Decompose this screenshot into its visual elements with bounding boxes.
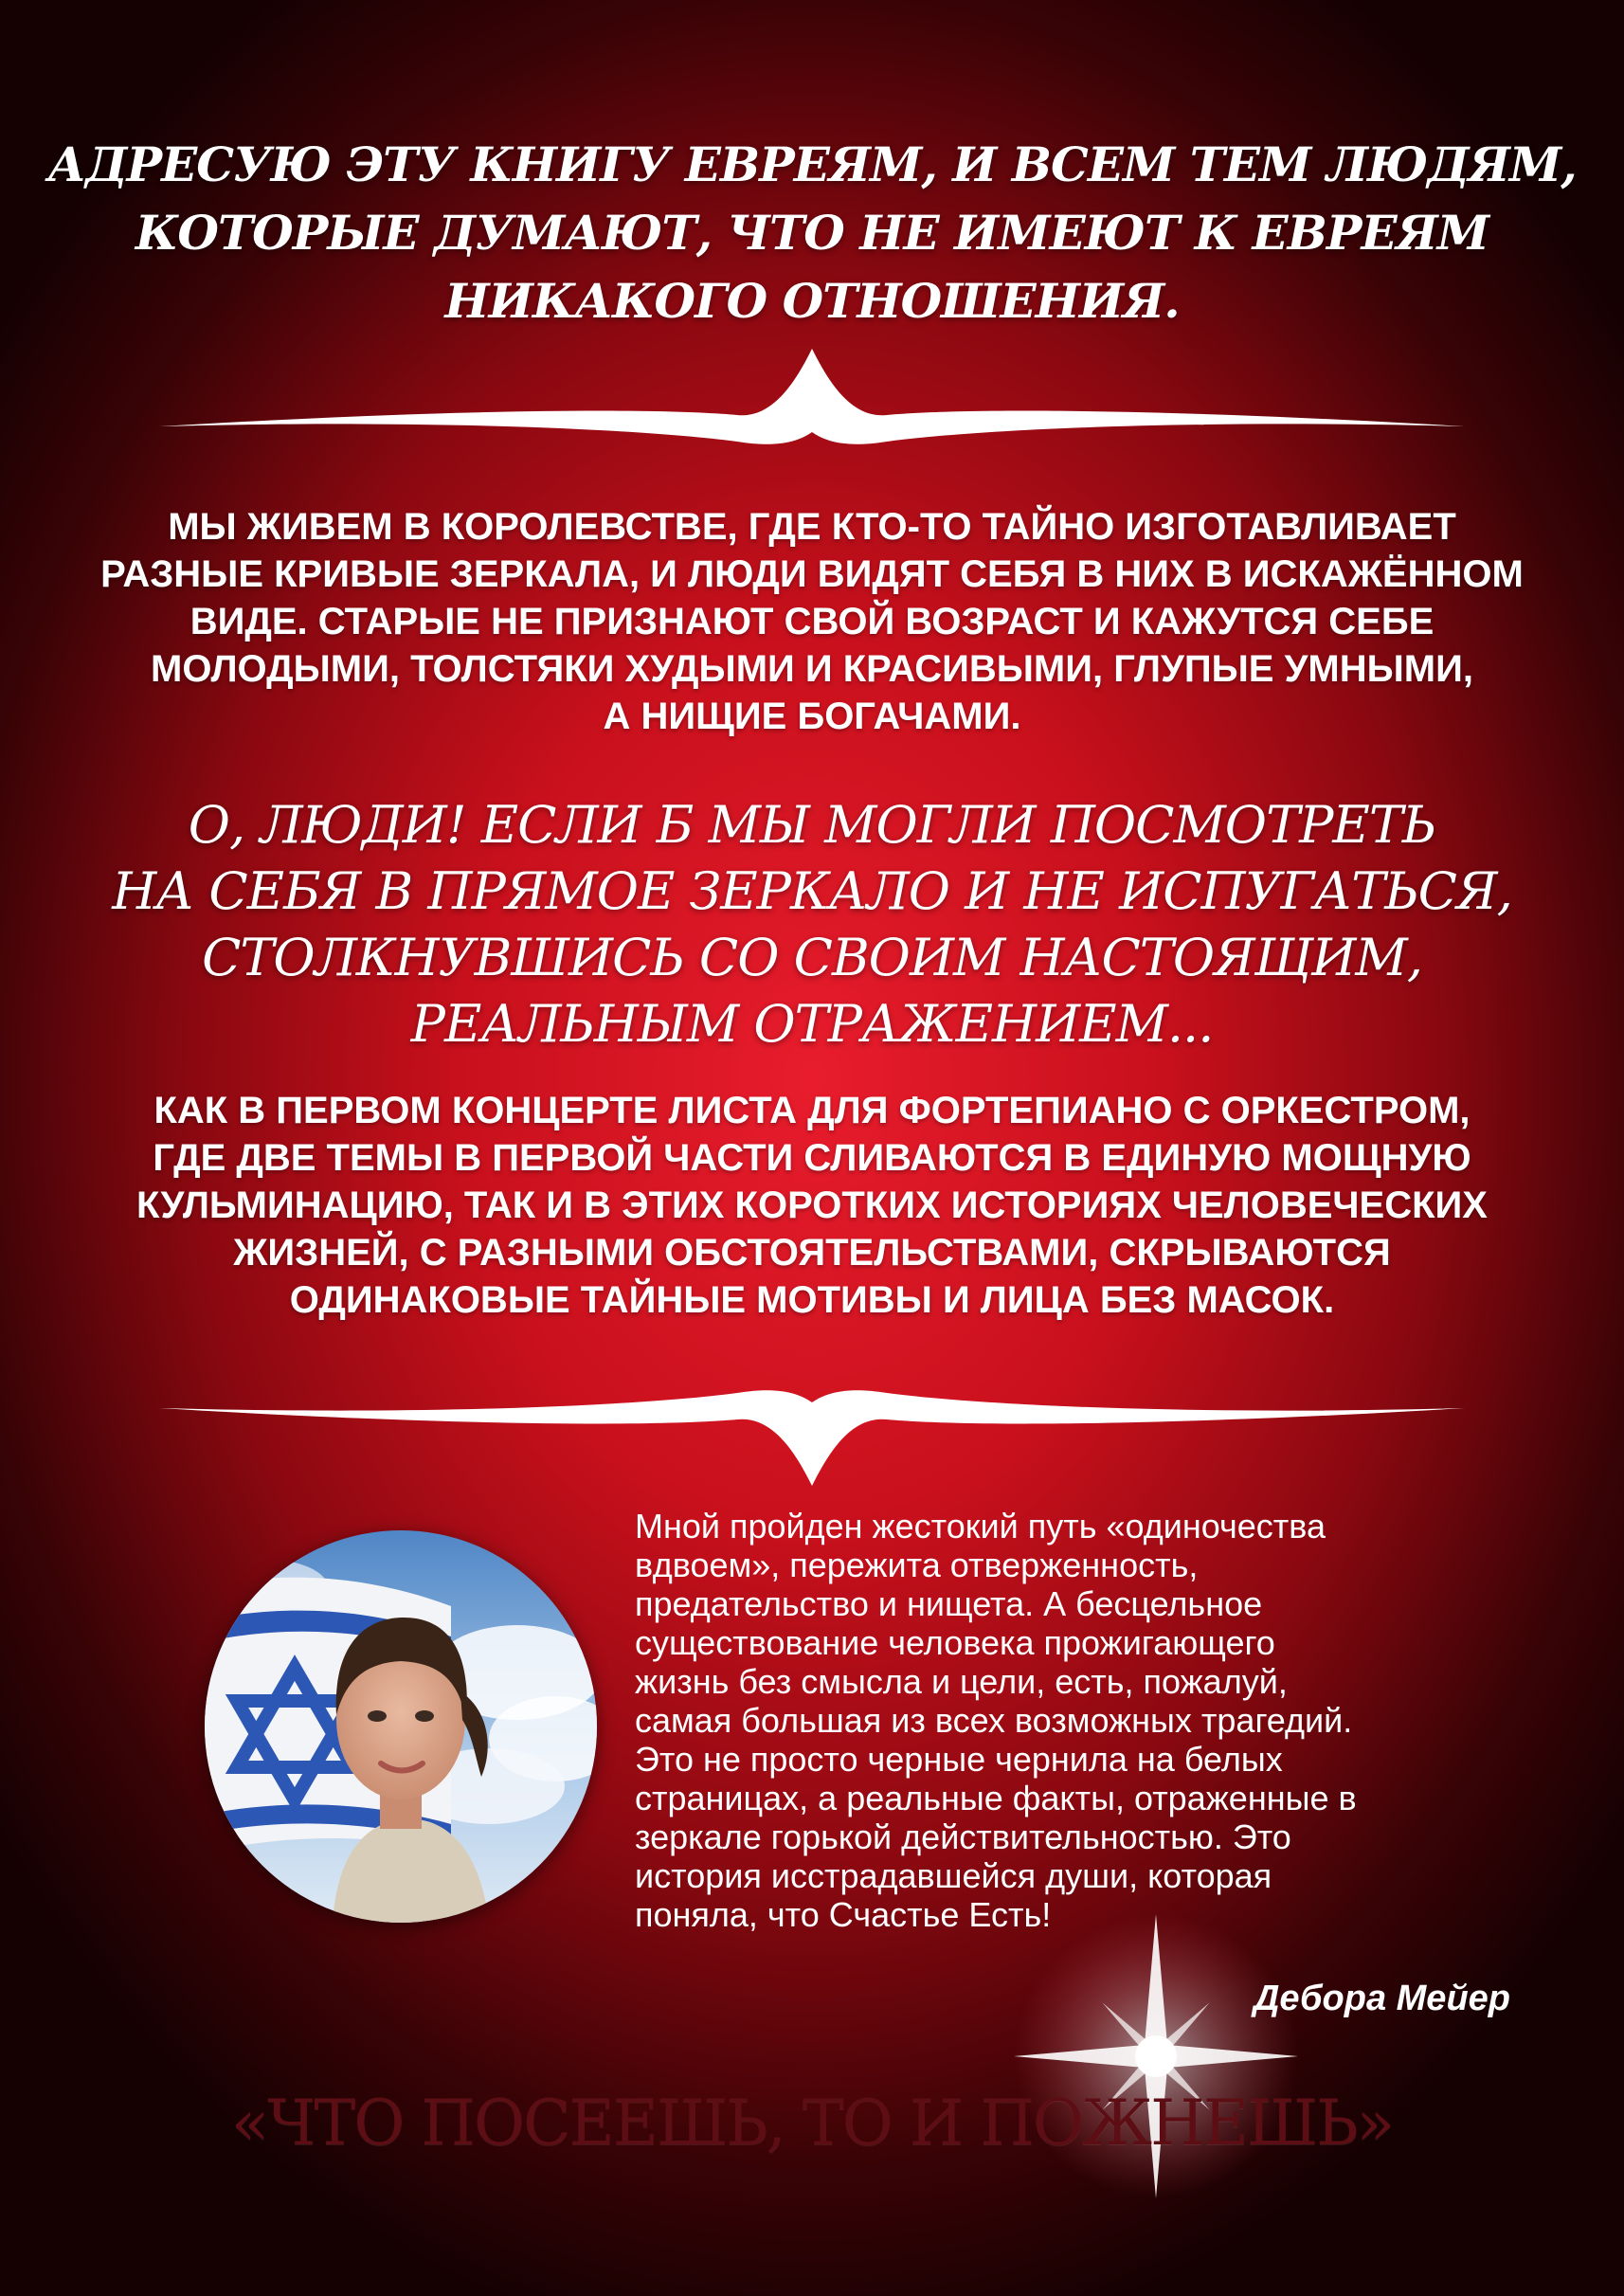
bio-line: предательство и нищета. А бесцельное xyxy=(635,1584,1263,1623)
dedication xyxy=(0,131,1624,335)
exclamation-line: РЕАЛЬНЫМ ОТРАЖЕНИЕМ... xyxy=(410,994,1214,1054)
swash-divider-icon xyxy=(159,1359,1465,1491)
concerto-paragraph xyxy=(0,1087,1624,1324)
bio-line: зеркале горькой действительностью. Это xyxy=(635,1817,1291,1856)
exclamation-line: НА СЕБЯ В ПРЯМОЕ ЗЕРКАЛО И НЕ ИСПУГАТЬСЯ, xyxy=(112,861,1512,921)
intro-line: ВИДЕ. СТАРЫЕ НЕ ПРИЗНАЮТ СВОЙ ВОЗРАСТ И КАЖУТСЯ СЕБЕ xyxy=(189,601,1435,642)
bio-line: история исстрадавшейся души, которая xyxy=(635,1856,1272,1895)
concerto-line: КАК В ПЕРВОМ КОНЦЕРТЕ ЛИСТА ДЛЯ ФОРТЕПИАНО С ОРКЕСТРОМ, xyxy=(153,1090,1471,1131)
author-photo xyxy=(205,1530,597,1923)
concerto-line: ГДЕ ДВЕ ТЕМЫ В ПЕРВОЙ ЧАСТИ СЛИВАЮТСЯ В ЕДИНУЮ МОЩНУЮ xyxy=(153,1137,1471,1179)
bio-line: Мной пройден жестокий путь «одиночества xyxy=(635,1507,1326,1546)
swash-divider-icon xyxy=(159,343,1465,476)
bio-line: вдвоем», пережита отверженность, xyxy=(635,1546,1199,1584)
bio-line: поняла, что Счастье Есть! xyxy=(635,1895,1052,1934)
concerto-line: ЖИЗНЕЙ, С РАЗНЫМИ ОБСТОЯТЕЛЬСТВАМИ, СКРЫВАЮТСЯ xyxy=(233,1232,1391,1274)
bio-line: существование человека прожигающего xyxy=(635,1623,1275,1662)
dedication-line: КОТОРЫЕ ДУМАЮТ, ЧТО НЕ ИМЕЮТ К ЕВРЕЯМ xyxy=(135,205,1489,261)
intro-paragraph xyxy=(0,503,1624,740)
intro-line: РАЗНЫЕ КРИВЫЕ ЗЕРКАЛА, И ЛЮДИ ВИДЯТ СЕБЯ В НИХ В ИСКАЖЁННОМ xyxy=(100,553,1524,595)
intro-line: А НИЩИЕ БОГАЧАМИ. xyxy=(603,696,1021,737)
author-bio xyxy=(635,1507,1525,1934)
intro-line: МОЛОДЫМИ, ТОЛСТЯКИ ХУДЫМИ И КРАСИВЫМИ, ГЛУПЫЕ УМНЫМИ, xyxy=(151,648,1473,690)
bio-line: страницах, а реальные факты, отраженные в xyxy=(635,1779,1357,1817)
dedication-line: НИКАКОГО ОТНОШЕНИЯ. xyxy=(444,273,1180,329)
exclamation-line: О, ЛЮДИ! ЕСЛИ Б МЫ МОГЛИ ПОСМОТРЕТЬ xyxy=(188,795,1436,855)
bio-line: самая большая из всех возможных трагедий. xyxy=(635,1701,1353,1740)
bio-line: жизнь без смысла и цели, есть, пожалуй, xyxy=(635,1662,1288,1701)
concerto-line: КУЛЬМИНАЦИЮ, ТАК И В ЭТИХ КОРОТКИХ ИСТОРИЯХ ЧЕЛОВЕЧЕСКИХ xyxy=(136,1184,1488,1226)
bio-line: Это не просто черные чернила на белых xyxy=(635,1740,1283,1779)
author-signature: Дебора Мейер xyxy=(1253,1979,1510,2018)
proverb-title: «ЧТО ПОСЕЕШЬ, ТО И ПОЖНЕШЬ» xyxy=(230,2087,1394,2160)
intro-line: МЫ ЖИВЕМ В КОРОЛЕВСТВЕ, ГДЕ КТО-ТО ТАЙНО ИЗГОТАВЛИВАЕТ xyxy=(168,506,1456,548)
author-portrait xyxy=(205,1530,597,1923)
exclamation xyxy=(0,792,1624,1058)
exclamation-line: СТОЛКНУВШИСЬ СО СВОИМ НАСТОЯЩИМ, xyxy=(202,928,1422,987)
dedication-line: АДРЕСУЮ ЭТУ КНИГУ ЕВРЕЯМ, И ВСЕМ ТЕМ ЛЮДЯМ, xyxy=(47,136,1577,192)
concerto-line: ОДИНАКОВЫЕ ТАЙНЫЕ МОТИВЫ И ЛИЦА БЕЗ МАСОК. xyxy=(289,1279,1335,1321)
